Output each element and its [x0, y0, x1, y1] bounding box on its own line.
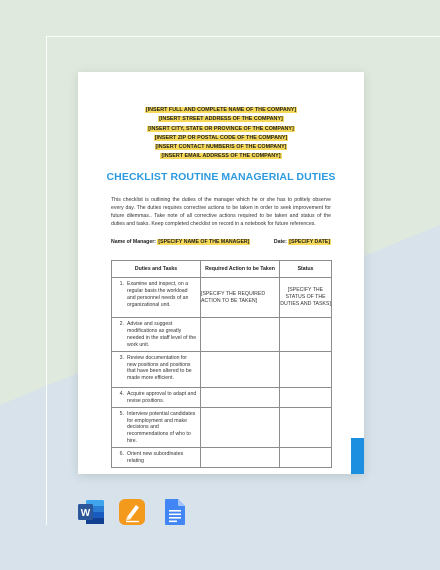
- zip-placeholder: [INSERT ZIP OR POSTAL CODE OF THE COMPANY]: [154, 134, 288, 141]
- header-required-action: Required Action to be Taken: [201, 261, 280, 278]
- row-number: 5.: [119, 410, 124, 417]
- table-row: [112, 448, 332, 468]
- intro-paragraph: This checklist is outlining the duties of the manager which he or she has to politely observe every day. The duties requires corrective actions to be taken in order to seek improvement for future dilemmas.. Take note of all corrective actions required to be taken and status of the duties and tasks. Keep completed checklist on record in a notebook for future references.: [111, 197, 331, 228]
- action-cell: [201, 407, 280, 448]
- action-cell: [201, 318, 280, 352]
- status-cell: [SPECIFY THE STATUS OF THE DUTIES AND TASKS]: [280, 278, 332, 318]
- street-address-placeholder: [INSERT STREET ADDRESS OF THE COMPANY]: [159, 116, 283, 123]
- manager-label: Name of Manager:: [111, 239, 156, 245]
- contact-number-placeholder: [INSERT CONTACT NUMBER/S OF THE COMPANY]: [155, 144, 287, 151]
- table-row: [112, 351, 332, 387]
- action-cell: [201, 387, 280, 407]
- status-cell: [280, 387, 332, 407]
- duty-text: Advise and suggest modifications as greatly needed in the staff level of the work unit.: [127, 321, 197, 348]
- action-cell: [201, 448, 280, 468]
- manager-name-placeholder: [SPECIFY NAME OF THE MANAGER]: [158, 239, 250, 245]
- document-title: CHECKLIST ROUTINE MANAGERIAL DUTIES: [106, 171, 336, 183]
- status-cell: [280, 448, 332, 468]
- row-number: 2.: [119, 321, 124, 327]
- manager-date-line: [111, 239, 331, 245]
- google-docs-icon[interactable]: [160, 497, 190, 532]
- email-placeholder: [INSERT EMAIL ADDRESS OF THE COMPANY]: [161, 153, 281, 160]
- row-number: 3.: [119, 354, 124, 361]
- duty-text: Orient new subordinates relating: [127, 451, 184, 465]
- duties-table: [111, 260, 332, 468]
- header-duties: Duties and Tasks: [112, 261, 201, 278]
- duty-text: Interview potential candidates for employment and make decisions and recommendations of who to hire.: [127, 410, 196, 445]
- duty-text: Examine and inspect, on a regular basis the workload and personnel needs of an organizational unit.: [127, 281, 189, 308]
- pages-icon[interactable]: [118, 497, 148, 532]
- table-row: [112, 278, 332, 318]
- date-label: Date:: [273, 239, 287, 245]
- table-row: [112, 318, 332, 352]
- document-preview[interactable]: [78, 72, 364, 474]
- action-cell: [SPECIFY THE REQUIRED ACTION TO BE TAKEN]: [201, 278, 280, 318]
- duty-text: Acquire approval to adapt and revise positions.: [127, 390, 197, 404]
- table-header-row: [112, 261, 332, 278]
- header-status: Status: [280, 261, 332, 278]
- status-cell: [280, 351, 332, 387]
- status-cell: [280, 407, 332, 448]
- action-cell: [201, 351, 280, 387]
- row-number: 6.: [119, 451, 124, 458]
- company-address-block: [78, 106, 364, 162]
- page-edge-accent: [351, 438, 364, 474]
- table-row: [112, 387, 332, 407]
- company-name-placeholder: [INSERT FULL AND COMPLETE NAME OF THE COMPANY]: [145, 107, 297, 113]
- svg-text:W: W: [80, 508, 91, 519]
- row-number: 1.: [119, 281, 124, 287]
- city-placeholder: [INSERT CITY, STATE OR PROVINCE OF THE COMPANY]: [148, 125, 294, 132]
- date-placeholder: [SPECIFY DATE]: [289, 239, 330, 245]
- word-icon[interactable]: [76, 497, 106, 532]
- table-row: [112, 407, 332, 448]
- row-number: 4.: [119, 390, 124, 397]
- duty-text: Review documentation for new positions and positions that have been altered to be made more efficient.: [127, 354, 192, 382]
- status-cell: [280, 318, 332, 352]
